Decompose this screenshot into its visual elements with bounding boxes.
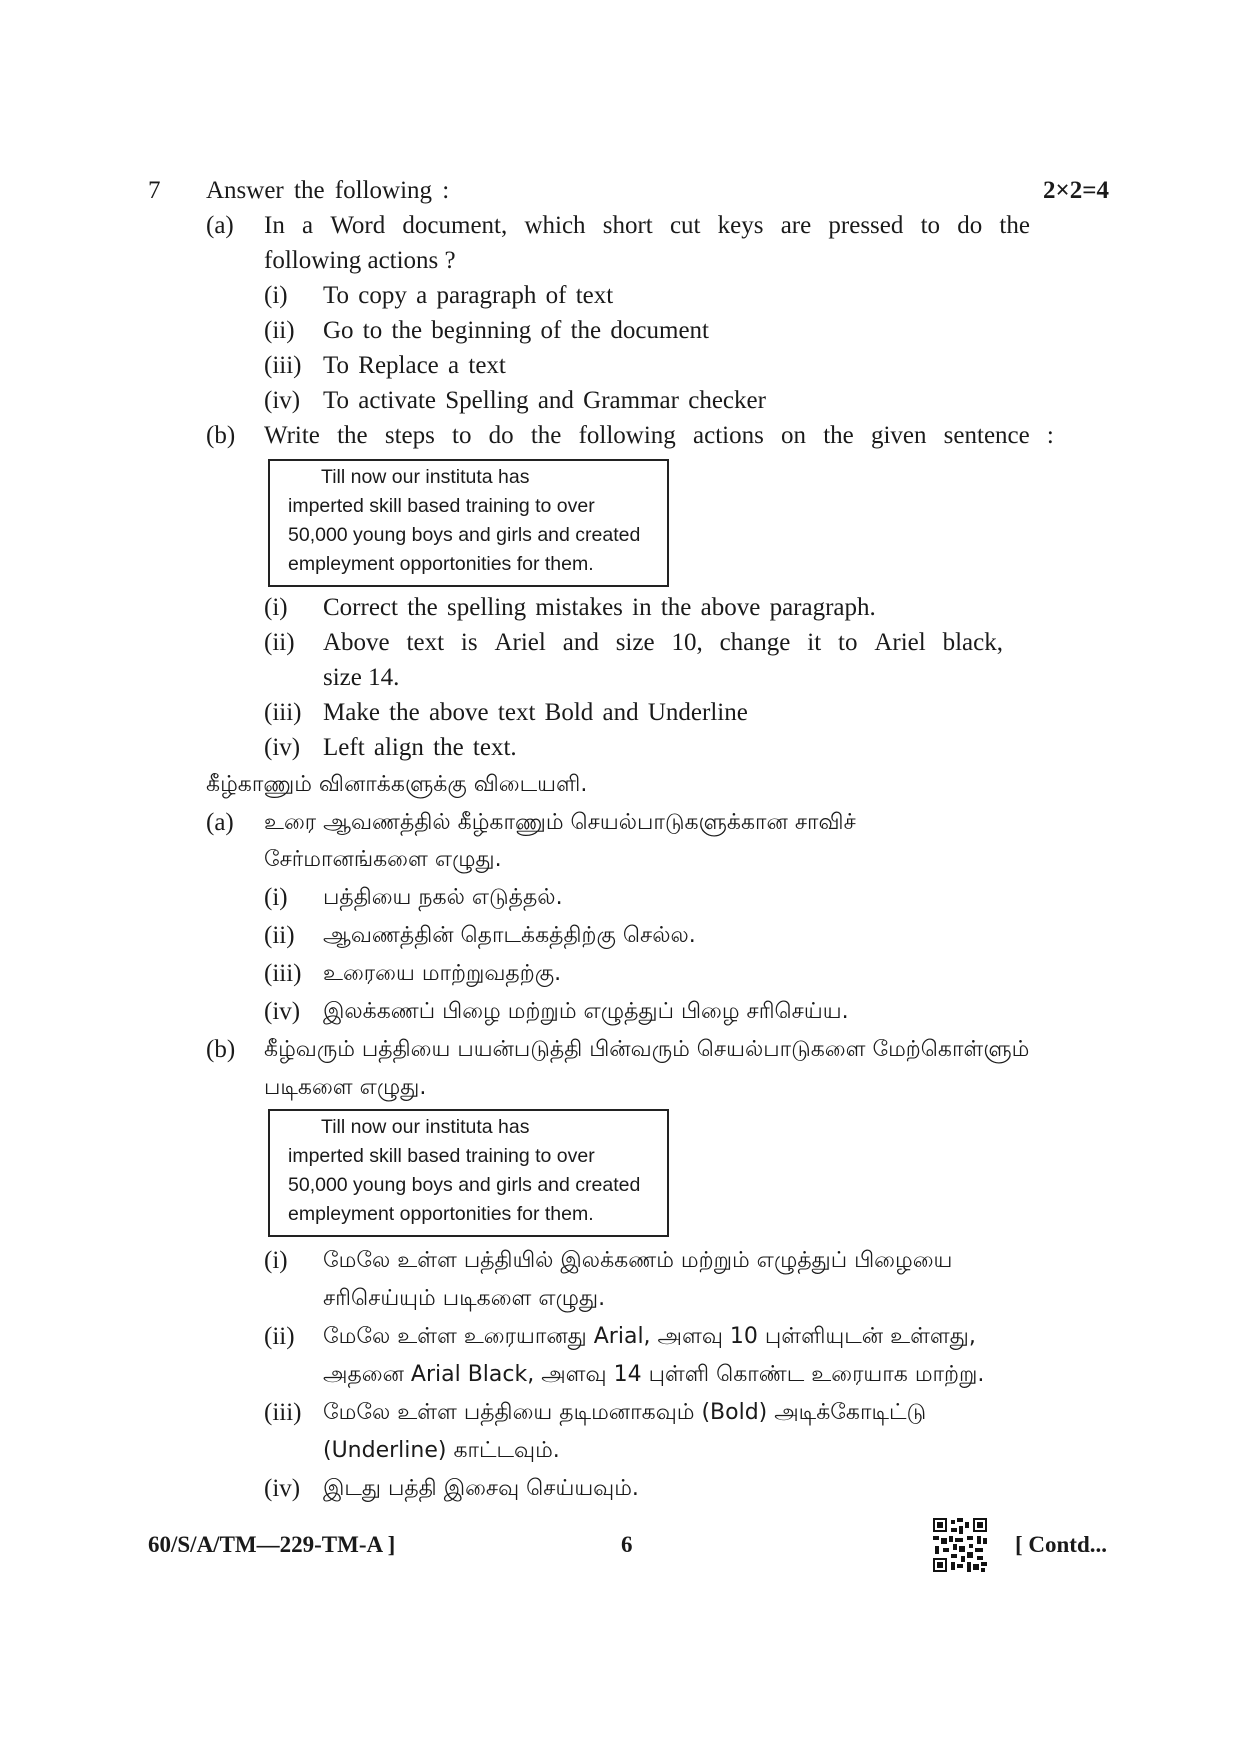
question-marks: 2×2=4 (1043, 177, 1109, 204)
en-a-text-line2: following actions ? (264, 247, 456, 274)
en-b-item-label: (iii) (264, 699, 302, 726)
en-b-item-text: Above text is Ariel and size 10, change it to Ariel black, (323, 629, 1003, 656)
en-a-label: (a) (206, 212, 234, 239)
ta-a-item-label: (iii) (264, 960, 302, 987)
ta-b-item-label: (ii) (264, 1323, 295, 1350)
en-a-item-text: To copy a paragraph of text (323, 282, 614, 309)
ta-a-item-label: (ii) (264, 922, 295, 949)
ta-a-item-text: உரையை மாற்றுவதற்கு. (323, 961, 562, 986)
ta-a-text-line1: உரை ஆவணத்தில் கீழ்காணும் செயல்பாடுகளுக்கான சாவிச் (264, 810, 856, 835)
sample-line: Till now our instituta has (321, 466, 530, 488)
en-a-item-text: To activate Spelling and Grammar checker (323, 387, 766, 414)
en-a-item-label: (iv) (264, 387, 301, 414)
page-number: 6 (621, 1532, 633, 1557)
en-a-item-label: (ii) (264, 317, 295, 344)
ta-a-item-text: இலக்கணப் பிழை மற்றும் எழுத்துப் பிழை சரிசெய்ய. (323, 999, 849, 1024)
paper-code: 60/S/A/TM—229-TM-A ] (148, 1532, 396, 1557)
qr-code-icon (933, 1518, 987, 1572)
contd-label: [ Contd... (1015, 1532, 1108, 1557)
sample-line: imperted skill based training to over (288, 495, 595, 517)
ta-b-item-text: இடது பத்தி இசைவு செய்யவும். (323, 1476, 639, 1501)
question-title: Answer the following : (206, 177, 450, 204)
sample-line: empleyment opportonities for them. (288, 553, 594, 575)
sample-line: imperted skill based training to over (288, 1145, 595, 1167)
en-b-item-text-cont: size 14. (323, 664, 400, 691)
ta-a-label: (a) (206, 809, 234, 836)
en-b-item-text: Make the above text Bold and Underline (323, 699, 748, 726)
sample-paragraph-box (268, 459, 669, 587)
en-b-item-label: (i) (264, 594, 288, 621)
ta-b-item-text-cont: அதனை Arial Black, அளவு 14 புள்ளி கொண்ட உரையாக மாற்று. (323, 1362, 985, 1387)
en-a-item-label: (iii) (264, 352, 302, 379)
ta-a-item-label: (iv) (264, 998, 301, 1025)
ta-b-item-label: (iii) (264, 1399, 302, 1426)
en-a-text-line1: In a Word document, which short cut keys are pressed to do the (264, 212, 1030, 239)
sample-paragraph-box (268, 1109, 669, 1237)
sample-line: Till now our instituta has (321, 1116, 530, 1138)
ta-b-item-label: (iv) (264, 1475, 301, 1502)
ta-b-item-text: மேலே உள்ள பத்தியை தடிமனாகவும் (Bold) அடிக்கோடிட்டு (323, 1400, 927, 1425)
ta-b-text-line1: கீழ்வரும் பத்தியை பயன்படுத்தி பின்வரும் செயல்பாடுகளை மேற்கொள்ளும் (264, 1037, 1030, 1062)
en-a-item-text: Go to the beginning of the document (323, 317, 709, 344)
en-b-item-label: (ii) (264, 629, 295, 656)
ta-a-item-text: பத்தியை நகல் எடுத்தல். (323, 885, 563, 910)
ta-b-text-line2: படிகளை எழுது. (264, 1075, 427, 1100)
ta-b-item-label: (i) (264, 1247, 288, 1274)
en-b-text: Write the steps to do the following actions on the given sentence : (264, 422, 1054, 449)
ta-b-item-text-cont: சரிசெய்யும் படிகளை எழுது. (323, 1286, 606, 1311)
en-a-item-label: (i) (264, 282, 288, 309)
ta-b-label: (b) (206, 1036, 236, 1063)
en-b-label: (b) (206, 422, 236, 449)
ta-a-item-text: ஆவணத்தின் தொடக்கத்திற்கு செல்ல. (323, 923, 696, 948)
ta-title: கீழ்காணும் வினாக்களுக்கு விடையளி. (206, 772, 588, 797)
en-b-item-text: Correct the spelling mistakes in the above paragraph. (323, 594, 876, 621)
en-b-item-text: Left align the text. (323, 734, 517, 761)
ta-a-item-label: (i) (264, 884, 288, 911)
ta-b-item-text: மேலே உள்ள பத்தியில் இலக்கணம் மற்றும் எழுத்துப் பிழையை (323, 1248, 953, 1273)
ta-b-item-text-cont: (Underline) காட்டவும். (323, 1438, 560, 1463)
en-b-item-label: (iv) (264, 734, 301, 761)
sample-line: 50,000 young boys and girls and created (288, 1174, 641, 1196)
sample-line: empleyment opportonities for them. (288, 1203, 594, 1225)
question-number: 7 (148, 177, 161, 204)
sample-line: 50,000 young boys and girls and created (288, 524, 641, 546)
ta-a-text-line2: சேர்மானங்களை எழுது. (264, 847, 502, 872)
ta-b-item-text: மேலே உள்ள உரையானது Arial, அளவு 10 புள்ளியுடன் உள்ளது, (323, 1324, 976, 1349)
en-a-item-text: To Replace a text (323, 352, 506, 379)
